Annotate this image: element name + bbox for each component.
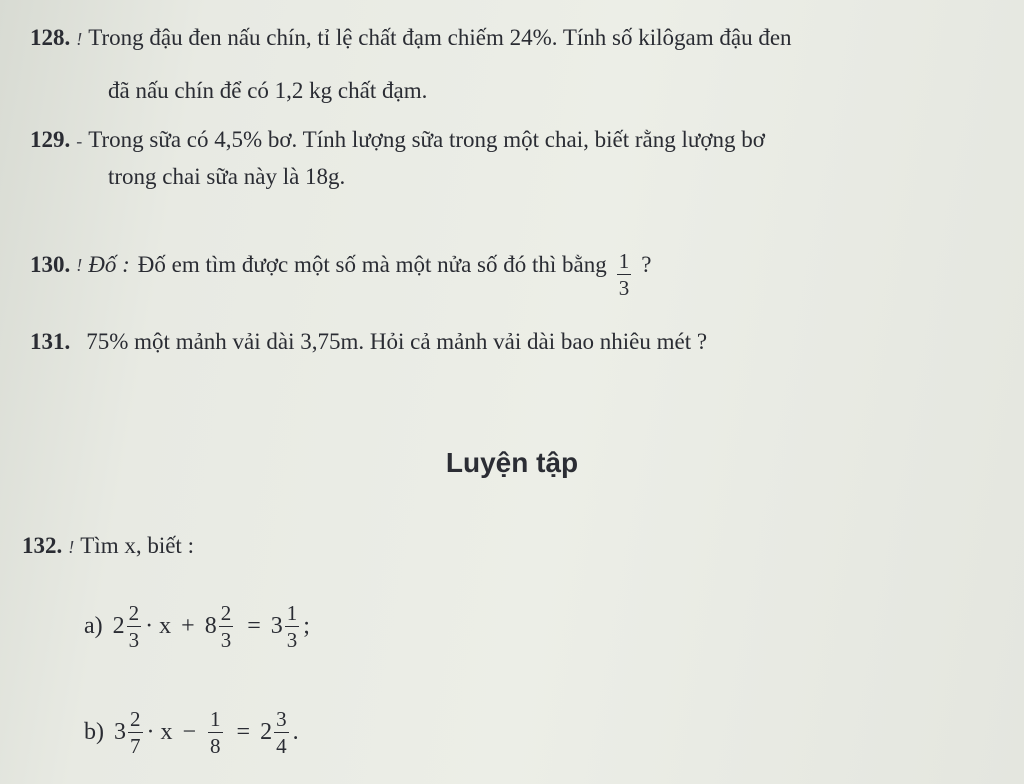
numerator: 1 — [210, 706, 221, 731]
fraction — [208, 708, 223, 757]
difficulty-mark: - — [76, 131, 83, 151]
denominator: 3 — [128, 627, 140, 652]
operator: − — [182, 718, 197, 745]
problem-128-continued: đã nấu chín để có 1,2 kg chất đạm. — [108, 78, 428, 103]
numerator: 1 — [618, 249, 630, 273]
denominator: 3 — [618, 276, 630, 300]
whole-part: 8 — [204, 612, 217, 639]
denominator: 4 — [276, 733, 287, 758]
whole-part: 3 — [270, 612, 283, 639]
denominator: 3 — [220, 627, 232, 652]
denominator: 3 — [286, 627, 298, 652]
fraction — [285, 602, 300, 651]
difficulty-mark: ! — [76, 254, 83, 275]
problem-number: 129. — [30, 127, 71, 152]
numerator: 2 — [130, 706, 141, 731]
denominator: 8 — [210, 733, 221, 758]
problem-128 — [30, 22, 792, 55]
fraction — [127, 602, 142, 651]
equation-end: . — [292, 718, 299, 745]
problem-text: Đố em tìm được một số mà một nửa số đó thì bằng — [137, 251, 607, 277]
problem-number: 130. — [30, 251, 71, 277]
equation-label: b) — [84, 718, 104, 745]
problem-number: 132. — [22, 533, 63, 558]
problem-label: Đố : — [88, 251, 130, 277]
fraction — [128, 708, 143, 757]
equals-sign: = — [236, 718, 251, 745]
equals-sign: = — [247, 612, 261, 639]
problem-number: 128. — [30, 25, 71, 50]
denominator: 7 — [130, 733, 141, 758]
operator: + — [181, 612, 195, 639]
problem-text: Tìm x, biết : — [80, 533, 194, 558]
problem-text: Trong đậu đen nấu chín, tỉ lệ chất đạm chiếm 24%. Tính số kilôgam đậu đen — [88, 25, 792, 50]
problem-129 — [30, 124, 765, 157]
variable-term: · x — [145, 612, 172, 639]
numerator: 1 — [286, 600, 298, 625]
fraction — [274, 708, 289, 757]
whole-part: 3 — [114, 718, 126, 745]
problem-text: 75% một mảnh vải dài 3,75m. Hỏi cả mảnh vải dài bao nhiêu mét ? — [86, 329, 708, 354]
equation-label: a) — [84, 612, 103, 639]
numerator: 2 — [128, 600, 140, 625]
whole-part: 2 — [112, 612, 125, 639]
difficulty-mark: ! — [76, 29, 83, 49]
problem-129-continued: trong chai sữa này là 18g. — [108, 164, 346, 189]
problem-130 — [30, 240, 652, 300]
section-heading: Luyện tập — [445, 447, 579, 478]
numerator: 2 — [220, 600, 232, 625]
numerator: 3 — [276, 706, 287, 731]
difficulty-mark: ! — [68, 537, 75, 557]
equation-end: ; — [303, 612, 310, 639]
problem-number: 131. — [30, 329, 71, 354]
problem-131 — [30, 326, 707, 358]
equation-a — [84, 586, 310, 666]
problem-end: ? — [641, 251, 652, 277]
equation-b — [84, 692, 299, 772]
fraction — [617, 250, 632, 299]
whole-part: 2 — [260, 718, 273, 745]
fraction — [219, 602, 234, 651]
problem-132 — [22, 530, 194, 563]
variable-term: · x — [146, 718, 173, 745]
problem-text: Trong sữa có 4,5% bơ. Tính lượng sữa trong một chai, biết rằng lượng bơ — [88, 127, 765, 152]
